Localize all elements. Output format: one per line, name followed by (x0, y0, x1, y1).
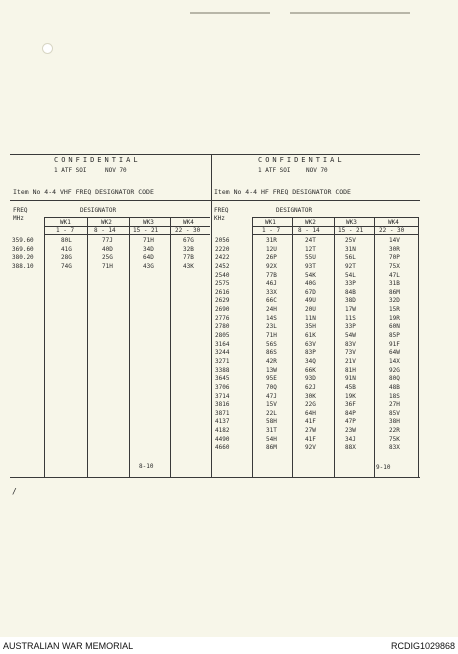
table-cell: 13W (266, 366, 277, 374)
right-col-divider (374, 217, 375, 477)
table-cell: 71H (102, 262, 113, 270)
table-cell: 30K (305, 392, 316, 400)
right-col-divider (252, 217, 253, 477)
table-cell: 92V (305, 444, 316, 452)
table-cell: 85V (389, 409, 400, 417)
left-unit: 1 ATF SOI (54, 167, 87, 174)
top-rule (10, 154, 420, 155)
right-week-4: WK4 (388, 219, 399, 226)
table-cell: 12T (305, 245, 316, 253)
table-cell: 3816 (215, 401, 230, 409)
table-cell: 54H (266, 435, 277, 443)
table-cell: 41G (61, 245, 72, 253)
table-cell: 3645 (215, 375, 230, 383)
table-cell: 86M (266, 444, 277, 452)
table-cell: 22G (305, 401, 316, 409)
table-cell: 2776 (215, 314, 230, 322)
right-range-2: 8 - 14 (298, 227, 320, 234)
table-cell: 2805 (215, 332, 230, 340)
table-cell: 38D (345, 297, 356, 305)
left-designator-label: DESIGNATOR (80, 207, 117, 214)
table-cell: 40G (305, 280, 316, 288)
left-wk4-column (183, 237, 194, 272)
table-cell: 34D (143, 245, 154, 253)
left-week-3: WK3 (143, 219, 154, 226)
left-col-divider (87, 217, 88, 477)
table-cell: 46J (266, 280, 277, 288)
table-cell: 19K (345, 392, 356, 400)
table-cell: 91F (389, 340, 400, 348)
table-cell: 18S (389, 392, 400, 400)
right-note: 9-10 (376, 464, 391, 471)
left-range-4: 22 - 30 (175, 227, 201, 234)
table-cell: 3164 (215, 340, 230, 348)
table-cell: 14X (389, 357, 400, 365)
table-cell: 2616 (215, 288, 230, 296)
table-cell: 32D (389, 297, 400, 305)
table-cell: 91N (345, 375, 356, 383)
table-cell: 71H (266, 332, 277, 340)
table-cell: 2452 (215, 262, 230, 270)
table-cell: 84P (345, 409, 356, 417)
table-cell: 81H (345, 366, 356, 374)
left-wk1-column (61, 237, 72, 272)
table-cell: 2690 (215, 306, 230, 314)
table-cell: 15R (389, 306, 400, 314)
right-item-title: Item No 4-4 HF FREQ DESIGNATOR CODE (214, 188, 351, 196)
table-cell: 54L (345, 271, 356, 279)
table-cell: 92G (389, 366, 400, 374)
left-data-rule (44, 234, 210, 235)
table-cell: 19R (389, 314, 400, 322)
right-col-divider (334, 217, 335, 477)
right-wk4-column (389, 237, 400, 453)
right-khz-label: KHz (214, 215, 225, 222)
table-cell: 2780 (215, 323, 230, 331)
right-week-2: WK2 (305, 219, 316, 226)
table-cell: 95E (266, 375, 277, 383)
left-wk3-column (143, 237, 154, 272)
table-cell: 49U (305, 297, 316, 305)
table-cell: 54W (345, 332, 356, 340)
left-col-divider (44, 217, 45, 477)
table-cell: 93D (305, 375, 316, 383)
table-cell: 40D (102, 245, 113, 253)
table-cell: 61K (305, 332, 316, 340)
table-cell: 17W (345, 306, 356, 314)
top-mark (290, 12, 410, 14)
table-cell: 80Q (389, 375, 400, 383)
table-cell: 47J (266, 392, 277, 400)
right-col-divider (418, 217, 419, 477)
table-cell: 47L (389, 271, 400, 279)
table-cell: 32B (183, 245, 194, 253)
table-cell: 12U (266, 245, 277, 253)
table-cell: 380.20 (12, 254, 34, 262)
table-cell: 54K (305, 271, 316, 279)
footer-record-id: RCDIG1029868 (390, 641, 455, 651)
table-cell: 64D (143, 254, 154, 262)
left-note: 8-10 (139, 463, 154, 470)
right-range-1: 1 - 7 (262, 227, 281, 234)
table-cell: 2056 (215, 237, 230, 244)
table-cell: 62J (305, 383, 316, 391)
left-col-divider (129, 217, 130, 477)
table-cell: 84B (345, 288, 356, 296)
table-cell: 70P (389, 254, 400, 262)
table-cell: 24T (305, 237, 316, 244)
right-designator-label: DESIGNATOR (276, 207, 313, 214)
table-cell: 66K (305, 366, 316, 374)
table-cell: 67D (305, 288, 316, 296)
table-cell: 22R (389, 427, 400, 435)
table-cell: 60N (389, 323, 400, 331)
table-cell: 77B (183, 254, 194, 262)
table-cell: 20U (305, 306, 316, 314)
bottom-rule (10, 477, 420, 478)
right-wk1-column (266, 237, 277, 453)
table-cell: 23W (345, 427, 356, 435)
table-cell: 11S (345, 314, 356, 322)
table-cell: 86S (266, 349, 277, 357)
table-cell: 14S (266, 314, 277, 322)
table-cell: 92T (345, 262, 356, 270)
table-cell: 11N (305, 314, 316, 322)
table-cell: 27W (305, 427, 316, 435)
table-cell: 14V (389, 237, 400, 244)
table-cell: 75K (389, 435, 400, 443)
header-rule (10, 200, 420, 201)
right-wk2-column (305, 237, 316, 453)
table-cell: 77J (102, 237, 113, 244)
table-cell: 45B (345, 383, 356, 391)
table-cell: 75X (389, 262, 400, 270)
right-unit: 1 ATF SOI (258, 167, 291, 174)
table-cell: 359.60 (12, 237, 34, 244)
table-cell: 77B (266, 271, 277, 279)
table-cell: 27H (389, 401, 400, 409)
table-cell: 33P (345, 280, 356, 288)
footer-institution: AUSTRALIAN WAR MEMORIAL (3, 641, 134, 651)
table-cell: 34Q (305, 357, 316, 365)
table-cell: 63V (305, 340, 316, 348)
table-cell: 93T (305, 262, 316, 270)
table-cell: 3271 (215, 357, 230, 365)
right-week-3: WK3 (346, 219, 357, 226)
table-cell: 4660 (215, 444, 230, 452)
table-cell: 31T (266, 427, 277, 435)
table-cell: 66C (266, 297, 277, 305)
table-cell: 2422 (215, 254, 230, 262)
left-item-title: Item No 4-4 VHF FREQ DESIGNATOR CODE (13, 188, 154, 196)
table-cell: 31N (345, 245, 356, 253)
table-cell: 56L (345, 254, 356, 262)
table-cell: 26P (266, 254, 277, 262)
right-freq-label: FREQ (214, 207, 229, 214)
table-cell: 33X (266, 288, 277, 296)
table-cell: 23L (266, 323, 277, 331)
top-mark (190, 12, 270, 14)
left-range-2: 8 - 14 (94, 227, 116, 234)
table-cell: 56S (266, 340, 277, 348)
punch-hole (42, 43, 53, 54)
table-cell: 42R (266, 357, 277, 365)
table-cell: 24H (266, 306, 277, 314)
table-cell: 25G (102, 254, 113, 262)
table-cell: 35H (305, 323, 316, 331)
table-cell: 34J (345, 435, 356, 443)
table-cell: 83P (305, 349, 316, 357)
table-cell: 30R (389, 245, 400, 253)
table-cell: 41F (305, 435, 316, 443)
table-cell: 2540 (215, 271, 230, 279)
left-date: NOV 70 (105, 167, 127, 174)
right-confidential: CONFIDENTIAL (258, 156, 345, 164)
left-week-rule (44, 217, 210, 218)
table-cell: 64H (305, 409, 316, 417)
left-week-4: WK4 (183, 219, 194, 226)
table-cell: 3706 (215, 383, 230, 391)
table-cell: 2575 (215, 280, 230, 288)
left-col-divider (170, 217, 171, 477)
table-cell: 3871 (215, 409, 230, 417)
center-divider (211, 154, 212, 477)
right-date: NOV 70 (306, 167, 328, 174)
left-wk2-column (102, 237, 113, 272)
table-cell: 47P (345, 418, 356, 426)
table-cell: 369.60 (12, 245, 34, 253)
table-cell: 21V (345, 357, 356, 365)
table-cell: 85P (389, 332, 400, 340)
table-cell: 83V (345, 340, 356, 348)
table-cell: 36F (345, 401, 356, 409)
table-cell: 28G (61, 254, 72, 262)
left-range-1: 1 - 7 (56, 227, 75, 234)
table-cell: 22L (266, 409, 277, 417)
table-cell: 74G (61, 262, 72, 270)
right-wk3-column (345, 237, 356, 453)
table-cell: 41F (305, 418, 316, 426)
table-cell: 64W (389, 349, 400, 357)
table-cell: 2629 (215, 297, 230, 305)
table-cell: 43G (143, 262, 154, 270)
left-range-3: 15 - 21 (133, 227, 159, 234)
table-cell: 86M (389, 288, 400, 296)
right-week-rule (252, 217, 418, 218)
left-freq-label: FREQ (13, 207, 28, 214)
right-week-1: WK1 (265, 219, 276, 226)
table-cell: 71H (143, 237, 154, 244)
right-range-4: 22 - 30 (379, 227, 405, 234)
table-cell: 2220 (215, 245, 230, 253)
left-week-2: WK2 (101, 219, 112, 226)
table-cell: 3388 (215, 366, 230, 374)
table-cell: 4137 (215, 418, 230, 426)
table-cell: 4490 (215, 435, 230, 443)
table-cell: 92X (266, 262, 277, 270)
table-cell: 58H (266, 418, 277, 426)
pen-mark: / (12, 487, 17, 496)
left-freq-column (12, 237, 34, 272)
right-range-3: 15 - 21 (338, 227, 364, 234)
left-confidential: CONFIDENTIAL (54, 156, 141, 164)
table-cell: 25V (345, 237, 356, 244)
table-cell: 3714 (215, 392, 230, 400)
table-cell: 83X (389, 444, 400, 452)
table-cell: 55U (305, 254, 316, 262)
right-data-rule (252, 234, 418, 235)
table-cell: 80L (61, 237, 72, 244)
right-col-divider (292, 217, 293, 477)
archive-footer (0, 637, 458, 654)
right-freq-column (215, 237, 229, 453)
table-cell: 70Q (266, 383, 277, 391)
table-cell: 38H (389, 418, 400, 426)
table-cell: 88X (345, 444, 356, 452)
table-cell: 388.10 (12, 262, 34, 270)
table-cell: 33P (345, 323, 356, 331)
table-cell: 31B (389, 280, 400, 288)
table-cell: 48B (389, 383, 400, 391)
table-cell: 31R (266, 237, 277, 244)
table-cell: 43K (183, 262, 194, 270)
table-cell: 73V (345, 349, 356, 357)
table-cell: 67G (183, 237, 194, 244)
left-week-1: WK1 (60, 219, 71, 226)
left-mhz-label: MHz (13, 215, 24, 222)
table-cell: 3244 (215, 349, 230, 357)
table-cell: 15V (266, 401, 277, 409)
table-cell: 4182 (215, 427, 230, 435)
